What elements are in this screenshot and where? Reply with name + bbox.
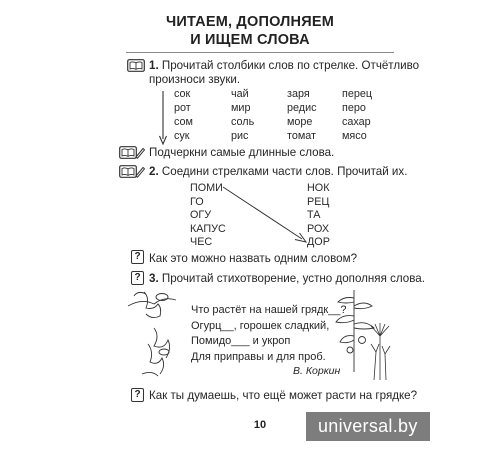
task3-text: Прочитай стихотворение, устно дополняя слова. bbox=[161, 272, 425, 285]
down-arrow-icon bbox=[158, 90, 168, 146]
word-cell: редис bbox=[287, 102, 317, 114]
book-icon bbox=[127, 59, 145, 72]
word-cell: перец bbox=[342, 88, 373, 100]
task1-text-line1: Прочитай столбики слов по стрелке. Отчётливо bbox=[161, 59, 420, 72]
word-cell: заря bbox=[287, 88, 310, 100]
task1-number: 1. bbox=[149, 59, 159, 72]
word-cell: мясо bbox=[342, 130, 367, 142]
book-pencil-icon bbox=[119, 146, 145, 159]
right-part: РОХ bbox=[307, 222, 330, 235]
poem bbox=[191, 303, 351, 365]
word-cell: рот bbox=[174, 102, 191, 114]
task2-number: 2. bbox=[149, 165, 159, 178]
poem-line: Помидо___ и укроп bbox=[191, 335, 291, 348]
task1-instruction bbox=[149, 58, 449, 73]
poem-line: Для приправы и для проб. bbox=[191, 350, 326, 363]
task-underline-text: Подчеркни самые длинные слова. bbox=[149, 146, 335, 159]
page-title-line1: ЧИТАЕМ, ДОПОЛНЯЕМ bbox=[166, 14, 334, 30]
task3-number: 3. bbox=[149, 272, 159, 285]
word-cell: сук bbox=[174, 130, 190, 142]
task3-instruction bbox=[149, 271, 425, 286]
task2-text: Соедини стрелками части слов. Прочитай их. bbox=[161, 165, 408, 178]
word-cell: сом bbox=[174, 116, 193, 128]
right-part: РЕЦ bbox=[307, 195, 330, 208]
left-part: ПОМИ bbox=[190, 182, 223, 194]
poem-line: Огурц__, горошек сладкий, bbox=[191, 319, 330, 332]
question-icon: ? bbox=[131, 271, 144, 285]
left-part: КАПУС bbox=[190, 222, 226, 235]
book-pencil-icon bbox=[119, 165, 145, 178]
word-cell: перо bbox=[342, 102, 366, 114]
word-cell: сахар bbox=[342, 116, 371, 128]
word-cell: рис bbox=[231, 130, 249, 142]
word-cell: томат bbox=[287, 130, 316, 142]
word-columns bbox=[174, 88, 404, 144]
watermark: universal.by bbox=[306, 412, 430, 441]
poem-author: В. Коркин bbox=[293, 365, 341, 377]
cucumber-plant-illustration bbox=[124, 288, 182, 380]
word-cell: мир bbox=[231, 102, 251, 114]
right-part: ТА bbox=[307, 209, 321, 221]
word-cell: соль bbox=[231, 116, 255, 128]
right-part: НОК bbox=[307, 182, 330, 194]
right-part: ДОР bbox=[307, 236, 330, 248]
left-part: ОГУ bbox=[190, 209, 212, 221]
word-cell: сок bbox=[174, 88, 191, 100]
question-icon: ? bbox=[131, 388, 144, 402]
dill-plant-illustration bbox=[365, 322, 395, 380]
page-title-line2: И ИЩЕМ СЛОВА bbox=[190, 32, 310, 48]
word-cell: чай bbox=[231, 88, 249, 100]
question-icon: ? bbox=[131, 250, 144, 264]
poem-line: Что растёт на нашей грядк__? bbox=[191, 304, 347, 316]
question2-text: Как ты думаешь, что ещё может расти на грядке? bbox=[149, 389, 418, 402]
word-cell: море bbox=[287, 116, 313, 128]
left-part: ЧЕС bbox=[190, 236, 213, 248]
page-number: 10 bbox=[253, 419, 267, 431]
question1-text: Как это можно назвать одним словом? bbox=[149, 252, 358, 265]
example-connecting-arrow bbox=[222, 186, 310, 244]
task1-text-line2: произноси звуки. bbox=[149, 73, 241, 86]
left-part: ГО bbox=[190, 195, 204, 208]
task2-instruction bbox=[149, 164, 407, 179]
title-divider bbox=[126, 52, 394, 53]
